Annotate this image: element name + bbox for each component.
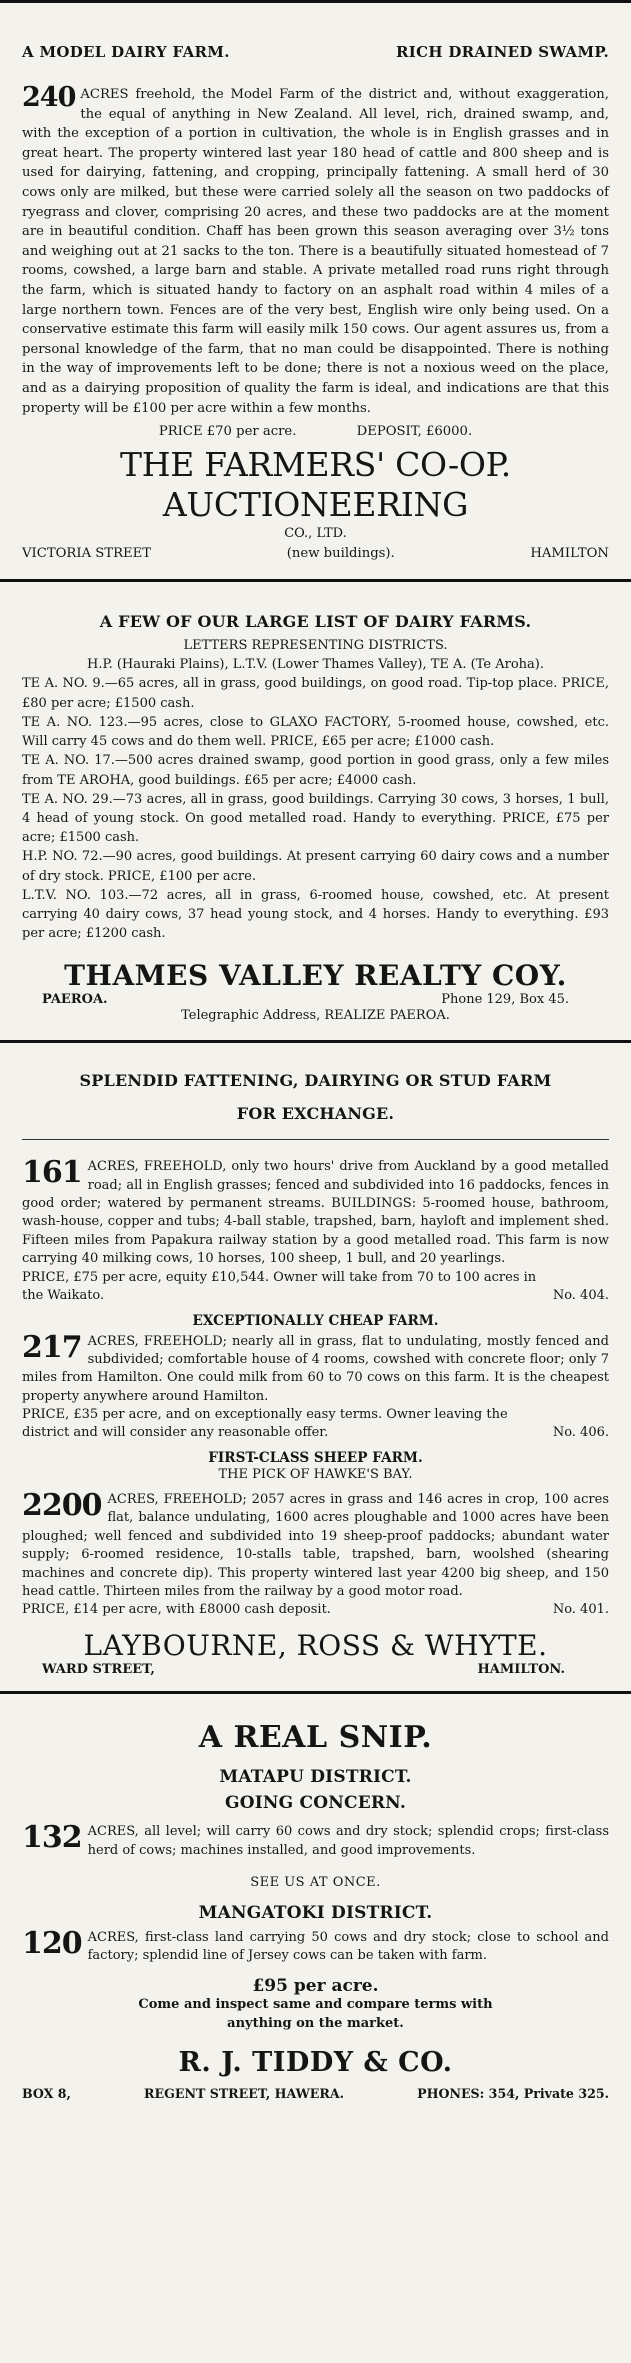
ad-model-dairy-farm [22,43,609,441]
firm1-name: THE FARMERS' CO-OP. AUCTIONEERING [120,445,511,525]
ad4-entry-132 [22,1820,609,1860]
ad4-concern: GOING CONCERN. [225,1793,406,1814]
firm4-phones: PHONES: 354, Private 325. [417,2086,609,2102]
ad3-entry-161 [22,1155,609,1268]
ad1-price: PRICE £70 per acre. [158,424,297,440]
ad4-title: A REAL SNIP. [198,1720,433,1756]
ad1-header [22,43,609,61]
ad3-subtitle: FOR EXCHANGE. [236,1104,395,1124]
ad3-e3-price-row [22,1601,609,1619]
ad3-rule [22,1139,609,1140]
firm1-buildings: (new buildings). [286,545,395,561]
firm4-box: BOX 8, [22,2086,71,2102]
ad3-e3-price: PRICE, £14 per acre, with £8000 cash deposit. [22,1602,331,1618]
ad3-e2-title: EXCEPTIONALLY CHEAP FARM. [192,1312,439,1329]
firm3-street: WARD STREET, [42,1662,155,1678]
firm4-row [22,2086,609,2101]
ad2-title: A FEW OF OUR LARGE LIST OF DAIRY FARMS. [99,611,532,631]
ad1-text: ACRES freehold, the Model Farm of the district and, without exaggeration, the equal of anything in New Zealand. All level, rich, drained swamp, and, with the exception of a portion in cultivation, the whole is in English grasses and in great heart. The property wintered last year 180 head of cattle and 800 sheep and is used for dairying, fattening, and cropping, principally fattening. A small herd of 30 cows only are milked, but these were carried solely all the season on two paddocks of ryegrass and clover, comprising 20 acres, and these two paddocks are at the moment are in beautiful condition. Chaff has been grown this season averaging over 3½ tons and weighing out at 21 sacks to the ton. There is a beautifully situated homestead of 7 rooms, cowshed, a large barn and stable. A private metalled road runs right through the farm, which is situated handy to factory on an asphalt road within 4 miles of a large northern town. Fences are of the very best, English wire only being used. On a conservative estimate this farm will easily milk 150 cows. Our agent assures us, from a personal knowledge of the farm, that no man could be disappointed. There is nothing in the way of improvements left to be done; there is not a noxious weed on the place, and as a dairying proposition of quality the farm is ideal, and indications are that this property will be £100 per acre within a few months. [22,87,609,416]
ad3-e2-no: No. 406. [552,1425,609,1441]
top-rule [0,0,631,3]
ad3-e2-text: ACRES, FREEHOLD; nearly all in grass, flat to undulating, mostly fenced and subdivided; comfortable house of 4 rooms, cowshed with concrete floor; only 7 miles from Hamilton. One could milk from 60 to 70 cows on this farm. It is the cheapest property anywhere around Hamilton. [22,1333,609,1404]
firm3-row [22,1662,609,1677]
ad3-e2-price-row [22,1406,609,1442]
ad3-e3-acreage: 2200 [22,1487,102,1523]
ad1-body [22,82,609,418]
ad4-price: £95 per acre. [252,1975,379,1996]
list-item: L.T.V. NO. 103.—72 acres, all in grass, 6-roomed house, cowshed, etc. At present carrying 40 dairy cows, 37 head young stock, and 4 horses. Handy to everything. £93 per acre; £1200 cash. [22,887,609,942]
ad3-e1-no: No. 404. [552,1287,609,1303]
firm3-name: LAYBOURNE, ROSS & WHYTE. [83,1629,548,1663]
firm2-row [22,992,609,1007]
ad4-entry-120 [22,1926,609,1966]
ad4-e1-text: ACRES, all level; will carry 60 cows and dry stock; splendid crops; first-class herd of cows; machines installed, and good improvements. [87,1824,609,1858]
ad4-see: SEE US AT ONCE. [250,1875,381,1891]
ad4-e2-acreage: 120 [22,1926,82,1962]
firm3-town: HAMILTON. [477,1662,565,1678]
firm-tiddy [22,2047,609,2101]
ad3-e3-subtitle: THE PICK OF HAWKE'S BAY. [218,1467,413,1483]
ad1-title-right: RICH DRAINED SWAMP. [396,43,609,61]
ad2-key: H.P. (Hauraki Plains), L.T.V. (Lower Thames Valley), TE A. (Te Aroha). [87,656,544,672]
ad4-district2: MANGATOKI DISTRICT. [198,1903,433,1924]
ad4-district1: MATAPU DISTRICT. [219,1767,412,1788]
firm-farmers-coop [22,445,609,561]
ad1-acreage: 240 [22,82,76,113]
firm1-address [22,546,609,561]
divider-1 [0,579,631,582]
ad3-title: SPLENDID FATTENING, DAIRYING OR STUD FARM [79,1071,552,1091]
firm2-name: THAMES VALLEY REALTY COY. [64,959,567,993]
ad3-e1-text: ACRES, FREEHOLD, only two hours' drive from Auckland by a good metalled road; all in English grasses; fenced and subdivided into 16 paddocks, fences in good order; watered by permanent streams. BUILDINGS: 5-roomed house, bathroom, wash-house, copper and tubs; 4-ball stable, trapshed, barn, hayloft and implement shed. Fifteen miles from Papakura railway station by a good metalled road. This farm is now carrying 40 milking cows, 10 horses, 100 sheep, 1 bull, and 20 yearlings. [22,1159,609,1267]
ad4-e2-text: ACRES, first-class land carrying 50 cows and dry stock; close to school and factory; splendid line of Jersey cows can be taken with farm. [87,1930,609,1964]
divider-3 [0,1691,631,1694]
firm2-phone: Phone 129, Box 45. [441,992,569,1008]
firm1-street: VICTORIA STREET [22,545,152,561]
ad2-letters: LETTERS REPRESENTING DISTRICTS. [183,637,448,653]
ad3-e1-price: PRICE, £75 per acre, equity £10,544. Owner will take from 70 to 100 acres in the Waikato. [22,1269,537,1303]
list-item: TE A. NO. 29.—73 acres, all in grass, good buildings. Carrying 30 cows, 3 horses, 1 bull, 4 head of young stock. On good metalled road. Handy to everything. PRICE, £75 per acre; £1500 cash. [22,791,609,846]
divider-2 [0,1040,631,1043]
ad3-e3-title: FIRST-CLASS SHEEP FARM. [208,1450,423,1467]
ad3-entry-217 [22,1329,609,1407]
list-item: TE A. NO. 17.—500 acres drained swamp, good portion in good grass, only a few miles from TE AROHA, good buildings. £65 per acre; £4000 cash. [22,753,609,788]
firm2-telegraphic: Telegraphic Address, REALIZE PAEROA. [181,1008,450,1024]
firm4-street: REGENT STREET, HAWERA. [144,2086,345,2102]
firm4-name: R. J. TIDDY & CO. [178,2047,453,2079]
ad-splendid-fattening [22,1071,609,1619]
ad4-compare: Come and inspect same and compare terms with anything on the market. [138,1996,493,2031]
ad3-e2-acreage: 217 [22,1329,82,1365]
firm2-town: PAEROA. [42,992,108,1008]
ad3-entry-2200 [22,1487,609,1601]
ad3-e1-price-row [22,1269,609,1305]
ad1-deposit: DEPOSIT, £6000. [356,424,473,440]
ad3-e3-no: No. 401. [552,1602,609,1618]
ad-real-snip [22,1720,609,2033]
firm1-town: HAMILTON [530,545,609,561]
ad1-price-row [22,422,609,441]
ad4-e1-acreage: 132 [22,1820,82,1856]
ad1-title: A MODEL DAIRY FARM. [22,43,230,61]
firm1-ltd: CO., LTD. [284,526,347,542]
ad2-list [22,674,609,943]
ad3-e1-acreage: 161 [22,1155,82,1191]
ad-dairy-farm-list [22,612,609,943]
list-item: TE A. NO. 123.—95 acres, close to GLAXO FACTORY, 5-roomed house, cowshed, etc. Will carry 45 cows and do them well. PRICE, £65 per acre; £1000 cash. [22,714,609,750]
ad3-e3-text: ACRES, FREEHOLD; 2057 acres in grass and 146 acres in crop, 100 acres flat, balance undulating, 1600 acres ploughable and 1000 acres have been ploughed; well fenced and subdivided into 19 sheep-proof paddocks; abundant water supply; 6-roomed residence, 10-stalls table, trapshed, barn, woolshed (shearing machines and concrete dip). This property wintered last year 4200 big sheep, and 150 head cattle. Thirteen miles from the railway by a good motor road. [22,1491,609,1600]
firm-thames-valley-realty [22,959,609,1026]
ad3-e2-price: PRICE, £35 per acre, and on exceptionally easy terms. Owner leaving the district and will consider any reasonable offer. [22,1407,508,1441]
list-item: TE A. NO. 9.—65 acres, all in grass, good buildings, on good road. Tip-top place. PRICE, £80 per acre; £1500 cash. [22,676,609,711]
list-item: H.P. NO. 72.—90 acres, good buildings. At present carrying 60 dairy cows and a number of dry stock. PRICE, £100 per acre. [22,849,609,884]
firm-laybourne-ross-whyte [22,1629,609,1677]
